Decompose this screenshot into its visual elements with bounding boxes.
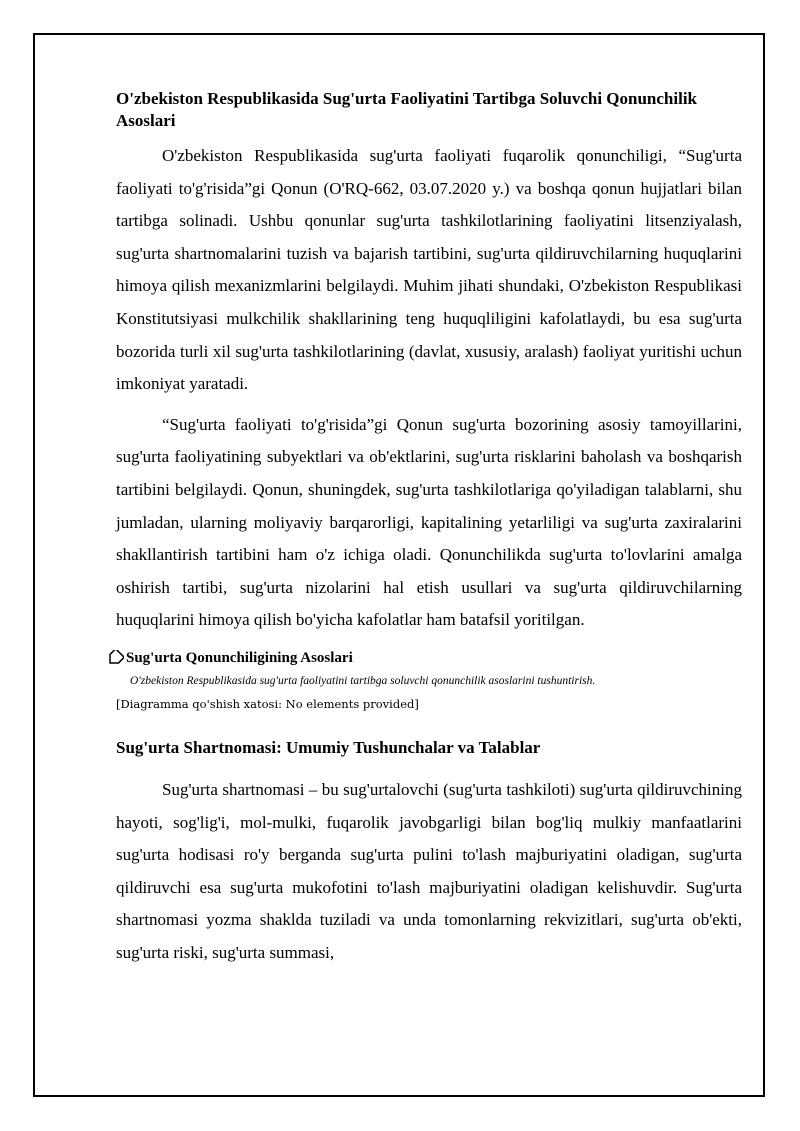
document-body (116, 88, 742, 969)
document-title: O'zbekiston Respublikasida Sug'urta Faoliyatini Tartibga Soluvchi Qonunchilik Asoslari (116, 89, 698, 130)
diagram-error-message: [Diagramma qo'shish xatosi: No elements provided] (116, 696, 419, 711)
paragraph-insurance-contract: Sug'urta shartnomasi – bu sug'urtalovchi (sug'urta tashkiloti) sug'urta qildiruvchining hayoti, sog'lig'i, mol-mulki, fuqarolik javobgarligi bilan bog'liq mulkiy manfaatlarini sug'urta hodisasi ro'y berganda sug'urta pulini to'lash majburiyatini oladigan, sug'urta qildiruvchi esa sug'urta mukofotini to'lash majburiyatini oladigan kelishuvdir. Sug'urta shartnomasi yozma shaklda tuziladi va unda tomonlarning rekvizitlari, sug'urta ob'ekti, sug'urta riski, sug'urta summasi, (116, 779, 742, 962)
paragraph-legislation-overview: O'zbekiston Respublikasida sug'urta faoliyati fuqarolik qonunchiligi, “Sug'urta faoliyati to'g'risida”gi Qonun (O'RQ-662, 03.07.2020 y.) va boshqa qonun hujjatlari bilan tartibga solinadi. Ushbu qonunlar sug'urta tashkilotlarining faoliyatini litsenziyalash, sug'urta shartnomalarini tuzish va bajarish tartibini, sug'urta qildiruvchilarning huquqlarini himoya qilish mexanizmlarini belgilaydi. Muhim jihati shundaki, O'zbekiston Respublikasi Konstitutsiyasi mulkchilik shakllarining teng huquqliligini kafolatlaydi, bu esa sug'urta bozorida turli xil sug'urta tashkilotlarining (davlat, xususiy, aralash) faoliyat yuritishi uchun imkoniyat yaratadi. (116, 146, 742, 394)
diagram-subtitle: O'zbekiston Respublikasida sug'urta faoliyatini tartibga soluvchi qonunchilik asoslarini tushuntirish. (130, 674, 596, 687)
section-heading: Sug'urta Shartnomasi: Umumiy Tushunchalar va Talablar (116, 737, 541, 757)
diagram-title (106, 648, 742, 668)
paragraph-insurance-law: “Sug'urta faoliyati to'g'risida”gi Qonun sug'urta bozorining asosiy tamoyillarini, sug'urta faoliyatining subyektlari va ob'ektlarini, sug'urta risklarini baholash va boshqarish tartibini belgilaydi. Qonun, shuningdek, sug'urta tashkilotlariga qo'yiladigan talablarni, shu jumladan, ularning moliyaviy barqarorligi, kapitalining yetarliligi va sug'urta zaxiralarini shakllantirish tartibini ham o'z ichiga oladi. Qonunchilikda sug'urta to'lovlarini amalga oshirish tartibi, sug'urta nizolarini hal etish usullari va sug'urta qildiruvchilarning huquqlarini himoya qilish bo'yicha kafolatlar ham batafsil yoritilgan. (116, 414, 742, 630)
tag-icon (106, 650, 124, 666)
diagram-title-text: Sug'urta Qonunchiligining Asoslari (126, 649, 353, 666)
